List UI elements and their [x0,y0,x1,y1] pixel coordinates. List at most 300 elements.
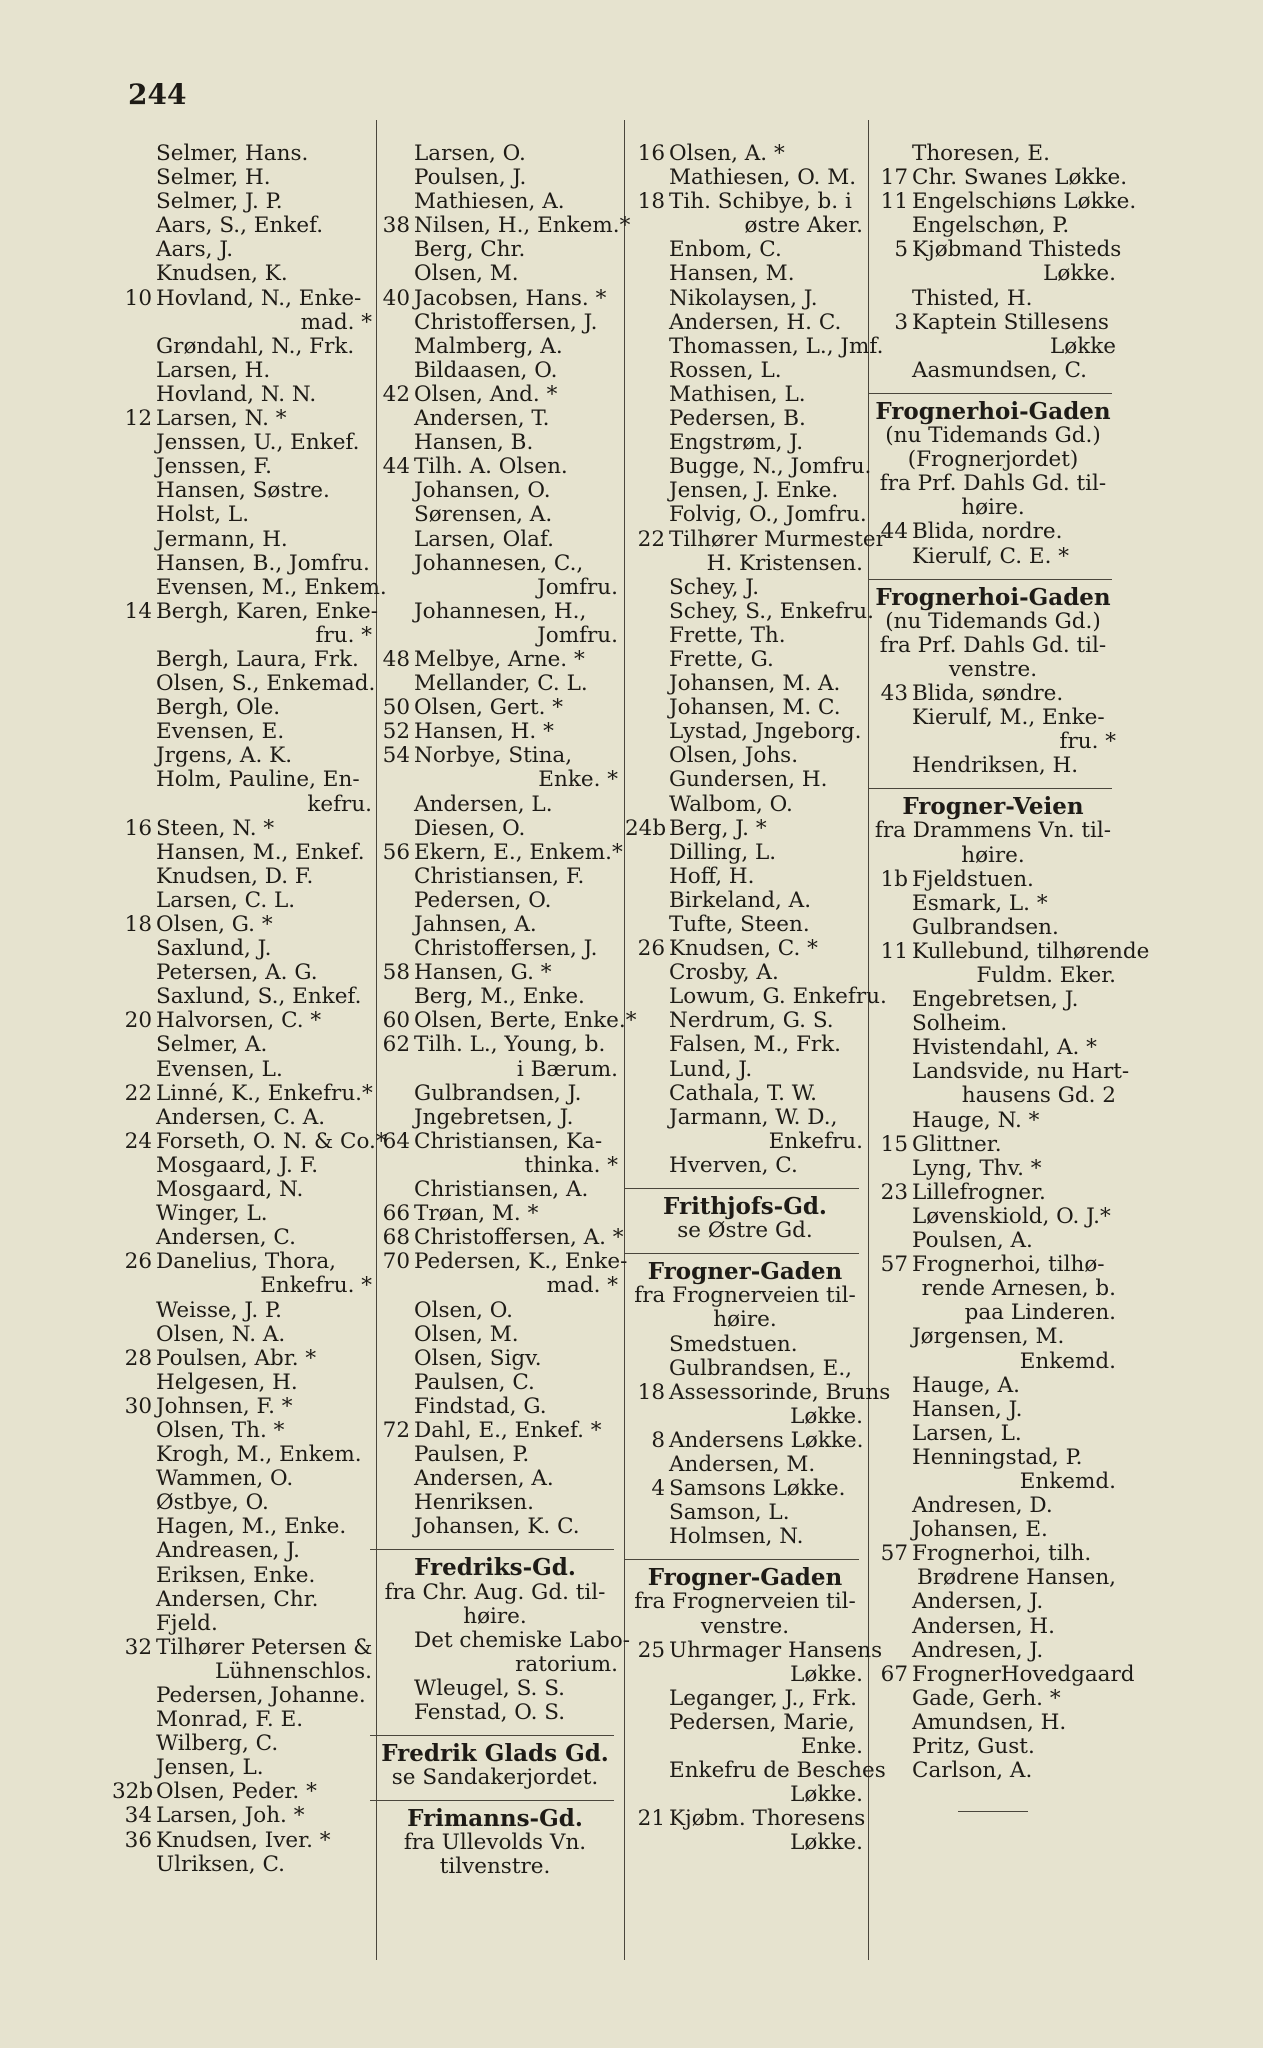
resident-name: Hansen, J. [912,1396,1023,1422]
frognerhoi-entries [868,520,1118,568]
house-number [868,1590,912,1614]
house-number [625,865,669,889]
house-number [625,1501,669,1525]
directory-entry [625,479,865,503]
resident-name: Berg, M., Enke. [414,984,585,1010]
resident-name: Lillefrogner. [912,1179,1046,1205]
resident-name: Berg, Chr. [414,237,526,263]
house-number [868,1759,912,1783]
house-number: 1b [880,866,908,892]
resident-name: Hagen, M., Enke. [156,1514,347,1540]
resident-name: Selmer, J. P. [156,189,283,215]
house-number: 54 [382,743,410,769]
directory-entry [625,696,865,720]
resident-name: Folvig, O., Jomfru. [669,502,867,528]
house-number [112,528,156,552]
resident-name: Saxlund, J. [156,936,272,962]
house-number [625,1033,669,1057]
directory-entry [112,1082,374,1106]
directory-entry [868,1759,1118,1783]
house-number [370,985,414,1009]
resident-name: Tih. Schibye, b. i [669,189,852,215]
house-number [868,1422,912,1446]
resident-name: Engelschiøns Løkke. [912,189,1137,215]
resident-name: Jacobsen, Hans. * [414,285,607,311]
resident-name: Johansen, M. A. [669,671,841,697]
directory-entry [112,744,374,768]
house-number [625,913,669,937]
directory-entry [112,1009,374,1033]
directory-entry [112,1732,374,1756]
directory-entry [868,916,1118,940]
house-number: 11 [880,189,908,215]
directory-entry [112,383,374,407]
directory-entry [112,961,374,985]
directory-entry-continuation: thinka. * [524,1152,618,1178]
street-heading-frogner-gaden: Frogner-Gaden [647,1258,843,1286]
resident-name: Trøan, M. * [414,1201,539,1227]
directory-entry [370,672,620,696]
directory-entry [112,1128,387,1154]
house-number [112,985,156,1009]
resident-name: Olsen, A. * [669,141,785,166]
house-number [625,1711,669,1735]
directory-entry [868,706,1118,730]
house-number [370,1371,414,1395]
house-number [112,383,156,407]
directory-entry-continuation: hausens Gd. 2 [961,1083,1116,1109]
house-number [112,889,156,913]
directory-entry [868,545,1118,569]
resident-name: Nerdrum, G. S. [669,1008,834,1034]
house-number [370,142,414,166]
house-number [370,479,414,503]
directory-entry-continuation: fru. * [315,622,372,648]
house-number: 30 [124,1393,152,1419]
house-number: 24b [625,815,667,841]
house-number: 22 [637,526,665,552]
house-number [625,407,669,431]
house-number [370,1106,414,1130]
directory-entry [112,1491,374,1515]
house-number [112,865,156,889]
street-subtitle: høire. [961,495,1025,521]
house-number: 20 [124,1008,152,1034]
house-number: 48 [382,646,410,672]
section-divider [625,1253,859,1254]
house-number [112,672,156,696]
directory-entry [868,1590,1118,1614]
street-heading-frogner-gaden-2: Frogner-Gaden [647,1564,843,1592]
directory-entry [370,696,620,720]
directory-entry [370,407,620,431]
directory-entry [625,1429,865,1453]
resident-name: Olsen, G. * [156,912,273,937]
resident-name: Johannesen, H., [414,598,587,624]
directory-entry [370,1491,620,1515]
resident-name: Hansen, G. * [414,960,552,986]
street-heading-frogner-veien: Frogner-Veien [902,793,1084,821]
resident-name: Diesen, O. [414,815,526,841]
house-number [112,1226,156,1250]
house-number [112,1756,156,1780]
directory-entry [112,431,374,455]
resident-name: Linné, K., Enkefru.* [156,1080,373,1106]
house-number: 57 [880,1252,908,1278]
house-number [625,1687,669,1711]
section-divider [625,1559,859,1560]
house-number [112,359,156,383]
resident-name: Uhrmager Hansens [669,1637,883,1663]
house-number [625,1333,669,1357]
resident-name: Larsen, H. [156,357,271,383]
directory-entry [370,1106,620,1130]
resident-name: Holm, Pauline, En- [156,767,360,793]
section-divider [370,1549,614,1550]
directory-entry [370,166,620,190]
directory-entry-continuation: Enkemd. [1019,1468,1116,1494]
house-number [112,720,156,744]
house-number [868,1229,912,1253]
resident-name: Kullebund, tilhørende [912,938,1150,964]
directory-entry [112,1539,374,1563]
directory-entry-continuation: Lühnenschlos. [215,1658,372,1684]
resident-name: Jensen, L. [156,1755,264,1781]
house-number [625,238,669,262]
directory-entry [112,696,374,720]
directory-entry [625,1154,865,1178]
directory-entry [112,1467,374,1491]
house-number [112,744,156,768]
house-number [868,214,912,238]
house-number: 70 [382,1249,410,1275]
directory-entry [625,383,865,407]
directory-entry [370,839,623,865]
house-number [112,431,156,455]
resident-name: Johansen, K. C. [414,1514,580,1540]
directory-entry [625,648,865,672]
directory-entry [112,1564,374,1588]
house-number: 17 [880,165,908,191]
resident-name: Mosgaard, N. [156,1177,304,1203]
house-number [370,262,414,286]
resident-name: Forseth, O. N. & Co.* [156,1128,387,1154]
house-number [868,706,912,730]
directory-entry [112,528,374,552]
resident-name: Olsen, M. [414,261,519,287]
resident-name: Danelius, Thora, [156,1249,336,1275]
street-heading-fredrik-glads: Fredrik Glads Gd. [381,1740,609,1768]
resident-name: Poulsen, J. [414,165,527,191]
house-number [370,1443,414,1467]
resident-name: Melbye, Arne. * [414,646,585,672]
directory-entry [625,407,865,431]
house-number [370,503,414,527]
directory-entry [625,287,865,311]
house-number [625,1453,669,1477]
resident-name: Holst, L. [156,502,250,528]
directory-entry [112,1395,374,1419]
directory-entry [370,1419,620,1443]
resident-name: Enkefru de Besches [669,1758,886,1784]
street-subtitle: fra Frognerveien til- [634,1283,856,1309]
house-number [112,1612,156,1636]
directory-entry [112,1756,374,1780]
directory-entry [112,1708,374,1732]
resident-name: Selmer, Hans. [156,141,309,166]
directory-entry [625,1357,865,1381]
house-number [112,1371,156,1395]
directory-entry [370,1130,620,1154]
directory-entry [868,1446,1118,1470]
directory-entry [112,913,374,937]
directory-entry [625,431,865,455]
house-number [625,1009,669,1033]
house-number [625,1357,669,1381]
house-number [112,1491,156,1515]
resident-name: Mathiesen, A. [414,189,565,215]
directory-entry [625,1758,886,1784]
house-number [868,1687,912,1711]
resident-name: Rossen, L. [669,357,782,383]
house-number [370,528,414,552]
directory-entry [370,1371,620,1395]
house-number [112,1732,156,1756]
resident-name: Bergh, Laura, Frk. [156,646,359,672]
house-number [112,1539,156,1563]
house-number [625,383,669,407]
house-number: 32b [112,1779,154,1805]
resident-name: Ekern, E., Enkem.* [414,839,623,865]
resident-name: Samsons Løkke. [669,1476,846,1502]
resident-name: Andersen, M. [669,1451,816,1477]
directory-entry [625,1525,865,1549]
directory-entry [868,1059,1130,1085]
house-number [868,1398,912,1422]
resident-name: Jahnsen, A. [414,912,537,937]
resident-name: FrognerHovedgaard [912,1661,1135,1687]
resident-name: Pedersen, O. [414,887,552,913]
house-number [625,624,669,648]
resident-name: Andersen, T. [414,406,550,432]
house-number [112,166,156,190]
section-divider [625,1188,859,1189]
directory-entry [625,984,887,1010]
house-number [868,988,912,1012]
resident-name: Frette, Th. [669,622,786,648]
resident-name: Hvistendahl, A. * [912,1035,1097,1061]
resident-name: Andersen, H. C. [669,309,842,335]
directory-entry [112,1154,374,1178]
resident-name: Hansen, M., Enkef. [156,839,365,865]
house-number [625,961,669,985]
house-number: 28 [124,1345,152,1371]
directory-entry [112,359,374,383]
directory-entry [868,1205,1118,1229]
street-subtitle: venstre. [948,656,1038,682]
directory-entry [370,600,620,624]
directory-entry [112,1853,374,1877]
directory-entry [112,648,374,672]
page-number: 244 [128,78,187,111]
house-number: 14 [124,598,152,624]
house-number [868,1012,912,1036]
resident-name: Larsen, N. * [156,406,287,432]
house-number [112,576,156,600]
directory-entry [868,214,1118,238]
directory-entry [868,1518,1118,1542]
house-number: 15 [880,1131,908,1157]
directory-entry [370,479,620,503]
street-subtitle: se Sandakerjordet. [391,1765,599,1791]
directory-entry [625,166,865,190]
house-number: 50 [382,695,410,721]
street-subtitle: se Østre Gd. [677,1218,813,1244]
section-divider [370,1735,614,1736]
resident-name: Amundsen, H. [912,1709,1067,1735]
directory-entry [868,868,1118,892]
directory-entry [625,865,865,889]
directory-entry [625,841,865,865]
column-4 [868,141,1150,1812]
resident-name: Gulbrandsen, E., [669,1355,853,1381]
house-number [625,335,669,359]
directory-entry [868,1181,1118,1205]
resident-name: Olsen, S., Enkemad. [156,671,376,697]
directory-entry [625,793,865,817]
resident-name: Blida, søndre. [912,680,1064,706]
resident-name: Kjøbmand Thisteds [912,237,1122,263]
house-number: 66 [382,1201,410,1227]
directory-entry [112,985,374,1009]
house-number [112,503,156,527]
house-number [112,841,156,865]
house-number [370,1467,414,1491]
directory-entry [370,1008,637,1034]
directory-entry [370,142,620,166]
directory-entry-continuation: Enkemd. [1019,1348,1116,1374]
directory-entry [625,961,865,985]
directory-entry [112,335,374,359]
house-number: 4 [651,1476,665,1502]
directory-entry [112,190,374,214]
resident-name: Knudsen, Iver. * [156,1827,331,1853]
directory-entry-continuation: Løkke. [790,1661,863,1687]
directory-entry [868,1325,1118,1349]
directory-entry [112,1515,374,1539]
resident-name: Samson, L. [669,1500,790,1526]
resident-name: Gulbrandsen. [912,914,1059,940]
resident-name: Olsen, And. * [414,381,558,407]
resident-name: Walbom, O. [669,791,793,817]
column-4-entries [868,141,1137,383]
house-number [625,359,669,383]
directory-entry [112,142,374,166]
directory-entry [868,311,1118,335]
house-number [370,1347,414,1371]
directory-entry [868,754,1118,778]
house-number: 26 [124,1249,152,1275]
house-number [112,1588,156,1612]
street-subtitle: fra Drammens Vn. til- [874,818,1112,844]
resident-name: Fjeld. [156,1610,218,1636]
directory-entry [370,359,620,383]
resident-name: Knudsen, C. * [669,936,818,962]
resident-name: Leganger, J., Frk. [669,1685,858,1711]
directory-entry [112,1588,374,1612]
resident-name: Andresen, D. [912,1493,1053,1519]
resident-name: Petersen, A. G. [156,960,318,986]
directory-entry [625,598,874,624]
house-number [370,1515,414,1539]
directory-entry [112,1033,374,1057]
resident-name: Johansen, O. [414,478,551,504]
street-subtitle: høire. [961,842,1025,868]
house-number [370,865,414,889]
house-number [370,1299,414,1323]
resident-name: Hauge, N. * [912,1107,1040,1133]
directory-entry [112,214,374,238]
resident-name: Hendriksen, H. [912,753,1079,779]
house-number [112,190,156,214]
directory-entry [112,1804,374,1828]
directory-entry [868,1711,1118,1735]
directory-entry-continuation: Løkke. [790,1782,863,1808]
directory-entry [625,1453,865,1477]
resident-name: Kierulf, M., Enke- [912,705,1105,731]
street-subtitle: (Frognerjordet) [907,447,1079,473]
house-number: 16 [124,815,152,841]
resident-name: Tilh. L., Young, b. [414,1032,606,1058]
house-number: 18 [637,1379,665,1405]
resident-name: Steen, N. * [156,815,275,841]
house-number [112,238,156,262]
resident-name: Hansen, M. [669,261,795,287]
resident-name: Thisted, H. [912,285,1033,311]
resident-name: Norbye, Stina, [414,743,573,769]
street-subtitle: fra Chr. Aug. Gd. til- [384,1579,606,1605]
directory-entry [625,1058,865,1082]
resident-name: Paulsen, C. [414,1369,535,1395]
directory-entry [625,1379,891,1405]
house-number [868,287,912,311]
house-number [868,359,912,383]
house-number: 67 [880,1661,908,1687]
directory-entry-continuation: paa Linderen. [964,1300,1116,1326]
directory-entry-continuation: Løkke. [790,1830,863,1856]
directory-entry [112,1419,374,1443]
directory-entry [112,407,374,431]
house-number: 5 [894,237,908,263]
house-number [370,793,414,817]
directory-entry [112,865,374,889]
house-number [625,985,669,1009]
resident-name: Mellander, C. L. [414,671,588,697]
directory-entry [625,744,865,768]
resident-name: Pedersen, B. [669,406,806,432]
directory-entry [370,937,620,961]
house-number [625,311,669,335]
resident-name: Winger, L. [156,1201,268,1227]
house-number [112,1202,156,1226]
resident-name: Larsen, Olaf. [414,526,554,552]
directory-entry: Det chemiske Labo- [414,1627,630,1653]
resident-name: Wilberg, C. [156,1731,279,1757]
resident-name: Crosby, A. [669,960,779,986]
directory-entry [625,1501,865,1525]
frogner-gaden-2-entries [625,1637,886,1856]
directory-entry [868,1639,1118,1663]
